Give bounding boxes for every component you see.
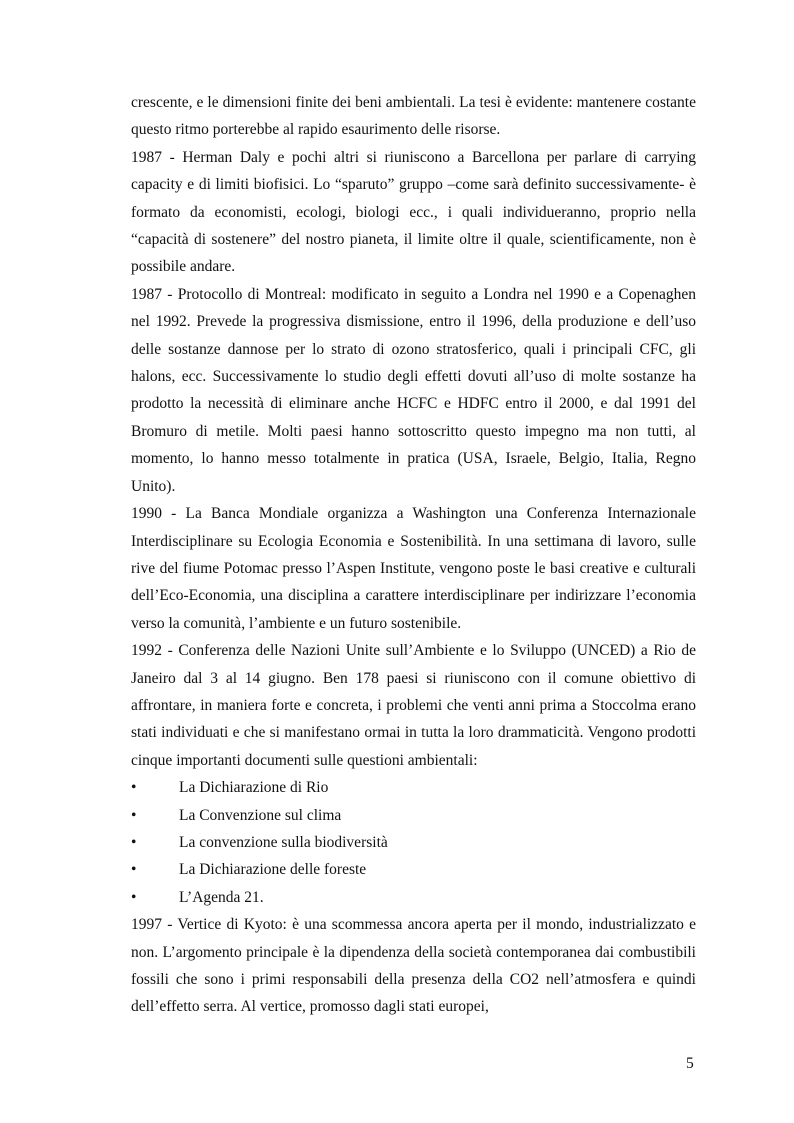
list-item-text: La Dichiarazione di Rio: [179, 779, 329, 797]
paragraph-1992-unced: 1992 - Conferenza delle Nazioni Unite sull’Ambiente e lo Sviluppo (UNCED) a Rio de Janeiro dal 3 al 14 giugno. Ben 178 paesi si riuniscono con il comune obiettivo di affrontare, in maniera forte e concreta, i problemi che venti anni prima a Stoccolma erano stati individuati e che si manifestano ormai in tutta la loro drammaticità. Vengono prodotti cinque importanti documenti sulle questioni ambientali:: [131, 642, 696, 769]
list-item-text: La Dichiarazione delle foreste: [179, 861, 367, 879]
list-item-text: La Convenzione sul clima: [179, 806, 342, 824]
list-item: [131, 774, 696, 801]
paragraph-1997-kyoto: 1997 - Vertice di Kyoto: è una scommessa ancora aperta per il mondo, industrializzato e non. L’argomento principale è la dipendenza della società contemporanea dai combustibili fossili che sono i primi responsabili della presenza della CO2 nell’atmosfera e quindi dell’effetto serra. Al vertice, promosso dagli stati europei,: [131, 916, 696, 1016]
paragraph-1990-banca-mondiale: 1990 - La Banca Mondiale organizza a Washington una Conferenza Internazionale Interdisciplinare su Ecologia Economia e Sostenibilità. In una settimana di lavoro, sulle rive del fiume Potomac presso l’Aspen Institute, vengono poste le basi creative e culturali dell’Eco-Economia, una disciplina a carattere interdisciplinare per indirizzare l’economia verso la comunità, l’ambiente e un futuro sostenibile.: [131, 505, 696, 632]
page-number: 5: [686, 1055, 694, 1072]
paragraph-1987-montreal: 1987 - Protocollo di Montreal: modificato in seguito a Londra nel 1990 e a Copenaghen nel 1992. Prevede la progressiva dismissione, entro il 1996, della produzione e dell’uso delle sostanze dannose per lo strato di ozono stratosferico, quali i principali CFC, gli halons, ecc. Successivamente lo studio degli effetti dovuti all’uso di molte sostanze ha prodotto la necessità di eliminare anche HCFC e HDFC entro il 2000, e dal 1991 del Bromuro di metile. Molti paesi hanno sottoscritto questo impegno ma non tutti, al momento, lo hanno messo totalmente in pratica (USA, Israele, Belgio, Italia, Regno Unito).: [131, 285, 696, 495]
list-item: [131, 829, 696, 856]
list-item: [131, 884, 696, 911]
paragraph-1987-daly: 1987 - Herman Daly e pochi altri si riuniscono a Barcellona per parlare di carrying capacity e di limiti biofisici. Lo “sparuto” gruppo –come sarà definito successivamente- è formato da economisti, ecologi, biologi ecc., i quali individueranno, proprio nella “capacità di sostenere” del nostro pianeta, il limite oltre il quale, scientificamente, non è possibile andare.: [131, 148, 696, 276]
bullet-icon: •: [131, 806, 137, 824]
bullet-icon: •: [131, 779, 137, 797]
list-item-text: La convenzione sulla biodiversità: [179, 833, 388, 851]
bullet-icon: •: [131, 888, 137, 906]
body-text: [131, 89, 696, 1021]
list-item: [131, 802, 696, 829]
list-item: [131, 856, 696, 883]
list-item-text: L’Agenda 21.: [179, 888, 264, 906]
bullet-icon: •: [131, 861, 137, 879]
bullet-icon: •: [131, 833, 137, 851]
paragraph-intro-continuation: crescente, e le dimensioni finite dei beni ambientali. La tesi è evidente: mantenere costante questo ritmo porterebbe al rapido esaurimento delle risorse.: [131, 94, 696, 139]
documents-bullet-list: [131, 774, 696, 911]
